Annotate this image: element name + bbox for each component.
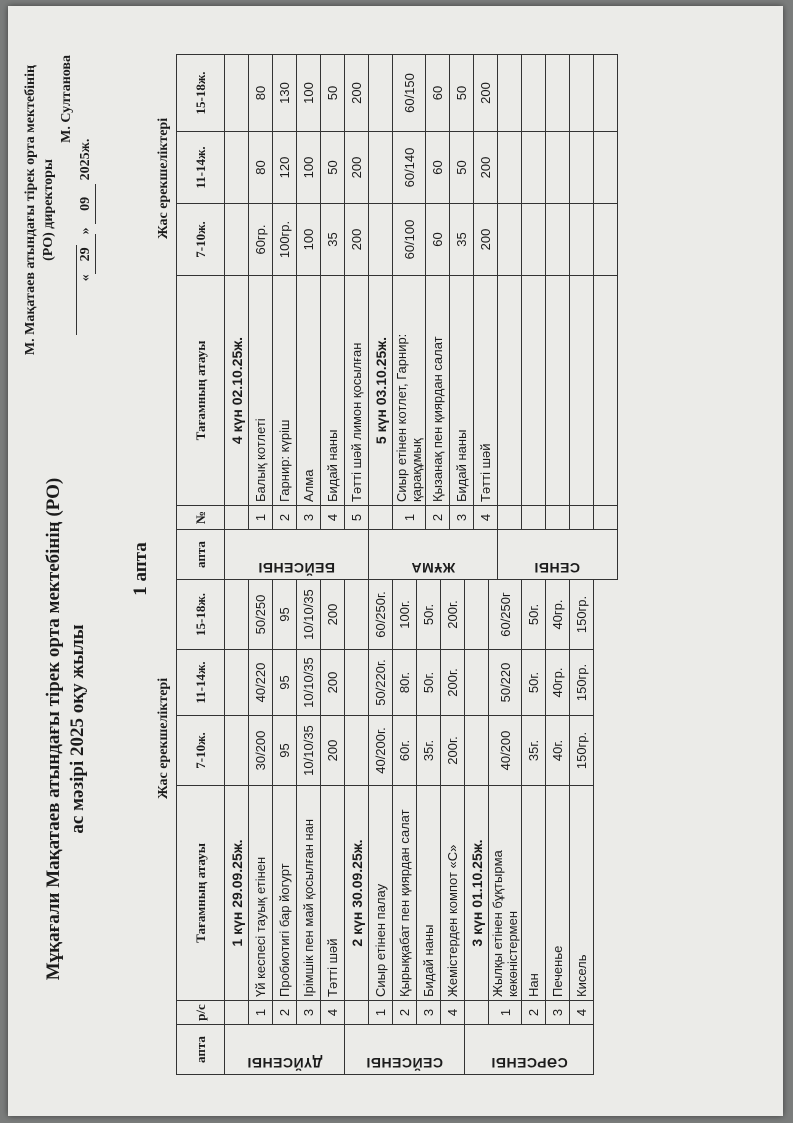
portion-age-3: 60/250г. <box>369 580 393 650</box>
portion-age-3: 50 <box>450 55 474 132</box>
date-prefix: « <box>77 274 93 282</box>
portion-age-1: 35г. <box>522 716 546 786</box>
dish-name: Жылқы етінен бұқтырма көкөністермен <box>489 786 522 1001</box>
portion-age-2: 50/220 <box>489 650 522 716</box>
dish-name: Гарнир: күріш <box>273 276 297 506</box>
portion-age-3: 200г. <box>441 580 465 650</box>
table-row <box>426 55 450 580</box>
dish-name: Қырыққабат пен қиярдан салат <box>393 786 417 1001</box>
empty-cell <box>498 132 522 204</box>
portion-age-3: 10/10/35 <box>297 580 321 650</box>
portion-age-3: 40гр. <box>546 580 570 650</box>
empty-cell <box>594 55 618 132</box>
dish-name: Тәтті шәй лимон қосылған <box>345 276 369 506</box>
day-title <box>498 276 522 506</box>
dish-name: Нан <box>522 786 546 1001</box>
dish-name: Тәтті шәй <box>321 786 345 1001</box>
portion-age-2: 100 <box>297 132 321 204</box>
empty-cell <box>465 1001 489 1025</box>
row-number: 2 <box>393 1001 417 1025</box>
portion-age-1: 35 <box>321 204 345 276</box>
dish-name: Үй кеспесі тауық етінен <box>249 786 273 1001</box>
row-number: 5 <box>345 506 369 530</box>
portion-age-2: 60 <box>426 132 450 204</box>
table-row <box>417 580 441 1075</box>
title-line-2: ас мәзірі 2025 оқу жылы <box>66 624 88 834</box>
col-age-2-r: 11-14ж. <box>177 132 225 204</box>
portion-age-1: 35 <box>450 204 474 276</box>
portion-age-1: 200 <box>474 204 498 276</box>
portion-age-3: 60/250г <box>489 580 522 650</box>
title-line-1: Мұқағали Мақатаев атындағы тірек орта мектебінің (РО) <box>43 477 64 981</box>
empty-cell <box>369 132 393 204</box>
col-name: Тағамның атауы <box>177 786 225 1001</box>
empty-cell <box>522 132 546 204</box>
empty-cell <box>498 55 522 132</box>
empty-cell <box>369 204 393 276</box>
dish-name: Сиыр етінен палау <box>369 786 393 1001</box>
portion-age-1: 200 <box>321 716 345 786</box>
empty-cell <box>225 716 249 786</box>
row-number: 3 <box>450 506 474 530</box>
table-row <box>450 55 474 580</box>
dish-name: Бидай наны <box>417 786 441 1001</box>
empty-cell <box>570 55 594 132</box>
table-row <box>546 580 570 1075</box>
weekday-text: СЕЙСЕНБІ <box>365 1055 444 1071</box>
empty-cell <box>225 55 249 132</box>
day-title-row <box>345 580 369 1075</box>
portion-age-1: 100гр. <box>273 204 297 276</box>
row-number: 2 <box>522 1001 546 1025</box>
dish-name: Бидай наны <box>321 276 345 506</box>
empty-cell <box>345 716 369 786</box>
row-number: 1 <box>393 506 426 530</box>
table-row <box>393 580 417 1075</box>
table-row <box>522 580 546 1075</box>
row-number: 4 <box>570 1001 594 1025</box>
empty-cell <box>546 204 570 276</box>
portion-age-3: 50г. <box>417 580 441 650</box>
portion-age-1: 35г. <box>417 716 441 786</box>
weekday-text: БЕЙСЕНБІ <box>258 560 335 576</box>
portion-age-1: 60 <box>426 204 450 276</box>
empty-cell <box>594 204 618 276</box>
portion-age-1: 100 <box>297 204 321 276</box>
dish-name: Тәтті шәй <box>474 276 498 506</box>
row-number: 4 <box>321 1001 345 1025</box>
col-week-r: апта <box>177 530 225 580</box>
paper-sheet <box>8 6 783 1116</box>
portion-age-2: 95 <box>273 650 297 716</box>
date-year: 2025ж. <box>77 138 93 181</box>
empty-cell <box>546 506 570 530</box>
day-title-row <box>465 580 489 1075</box>
row-number: 3 <box>297 506 321 530</box>
date-month: 09 <box>77 184 96 224</box>
dish-name: Пробиотигі бар йогурт <box>273 786 297 1001</box>
dish-name: Қызанақ пен қиярдан салат <box>426 276 450 506</box>
empty-row <box>594 55 618 580</box>
weekday-text: СӘРСЕНБІ <box>490 1055 568 1071</box>
row-number: 3 <box>297 1001 321 1025</box>
signature-line <box>58 55 76 365</box>
day-title-row <box>225 580 249 1075</box>
empty-row <box>570 55 594 580</box>
table-row <box>441 580 465 1075</box>
empty-cell <box>522 506 546 530</box>
col-age-3-r: 15-18ж. <box>177 55 225 132</box>
portion-age-2: 120 <box>273 132 297 204</box>
weekday-text: ЖҰМА <box>410 560 456 576</box>
portion-age-2: 10/10/35 <box>297 650 321 716</box>
rotated-document <box>12 39 772 1099</box>
portion-age-2: 50 <box>321 132 345 204</box>
portion-age-2: 200 <box>321 650 345 716</box>
col-age-2: 11-14ж. <box>177 650 225 716</box>
age-caption-right: Жас ерекшеліктері <box>156 117 171 239</box>
dish-name: Сиыр етінен котлет, Гарнир: қарақұмық <box>393 276 426 506</box>
table-row <box>489 580 522 1075</box>
day-title-row <box>498 55 522 580</box>
portion-age-2: 80г. <box>393 650 417 716</box>
date-day: 29 <box>77 234 96 274</box>
table-row <box>273 55 297 580</box>
approval-org: М. Мақатаев атындағы тірек орта мектебінің (РО) директоры <box>23 64 57 356</box>
day-title: 5 күн 03.10.25ж. <box>369 276 393 506</box>
day-title-row <box>369 55 393 580</box>
empty-cell <box>498 204 522 276</box>
day-title: 2 күн 30.09.25ж. <box>345 786 369 1001</box>
portion-age-1: 60/100 <box>393 204 426 276</box>
empty-cell <box>225 204 249 276</box>
portion-age-3: 100г. <box>393 580 417 650</box>
portion-age-2: 60/140 <box>393 132 426 204</box>
portion-age-3: 130 <box>273 55 297 132</box>
empty-cell <box>522 55 546 132</box>
empty-cell <box>546 132 570 204</box>
portion-age-2: 200г. <box>441 650 465 716</box>
empty-cell <box>345 1001 369 1025</box>
portion-age-1: 40/200 <box>489 716 522 786</box>
empty-cell <box>465 716 489 786</box>
col-age-1-r: 7-10ж. <box>177 204 225 276</box>
empty-cell <box>345 650 369 716</box>
row-number: 3 <box>417 1001 441 1025</box>
portion-age-1: 10/10/35 <box>297 716 321 786</box>
weekday-label <box>498 530 618 580</box>
portion-age-3: 200 <box>474 55 498 132</box>
empty-cell <box>570 132 594 204</box>
row-number: 1 <box>369 1001 393 1025</box>
empty-cell <box>345 580 369 650</box>
portion-age-2: 40гр. <box>546 650 570 716</box>
weekday-label <box>225 530 369 580</box>
dish-name: Бидай наны <box>450 276 474 506</box>
empty-row <box>522 55 546 580</box>
day-title: 4 күн 02.10.25ж. <box>225 276 249 506</box>
table-row <box>570 580 594 1075</box>
week-title: 1 апта <box>130 542 151 596</box>
portion-age-2: 150гр. <box>570 650 594 716</box>
document-title <box>42 419 90 1039</box>
portion-age-1: 200г. <box>441 716 465 786</box>
portion-age-2: 80 <box>249 132 273 204</box>
portion-age-2: 200 <box>345 132 369 204</box>
col-age-3: 15-18ж. <box>177 580 225 650</box>
table-row <box>249 580 273 1075</box>
row-number: 2 <box>426 506 450 530</box>
empty-cell <box>594 276 618 506</box>
empty-cell <box>465 580 489 650</box>
portion-age-1: 200 <box>345 204 369 276</box>
portion-age-2: 50г. <box>522 650 546 716</box>
row-number: 2 <box>273 506 297 530</box>
empty-cell <box>570 506 594 530</box>
portion-age-3: 60/150 <box>393 55 426 132</box>
table-row <box>345 55 369 580</box>
col-age-1: 7-10ж. <box>177 716 225 786</box>
row-number: 4 <box>474 506 498 530</box>
table-row <box>273 580 297 1075</box>
empty-cell <box>225 580 249 650</box>
dish-name: Печенье <box>546 786 570 1001</box>
portion-age-1: 95 <box>273 716 297 786</box>
empty-cell <box>546 276 570 506</box>
portion-age-1: 150гр. <box>570 716 594 786</box>
row-number: 1 <box>489 1001 522 1025</box>
portion-age-3: 80 <box>249 55 273 132</box>
table-row <box>297 55 321 580</box>
col-num-r: № <box>177 506 225 530</box>
table-row <box>393 55 426 580</box>
signature-name: М. Султанова <box>59 55 75 143</box>
empty-cell <box>225 132 249 204</box>
empty-cell <box>546 55 570 132</box>
empty-cell <box>498 506 522 530</box>
empty-cell <box>570 276 594 506</box>
portion-age-3: 50 <box>321 55 345 132</box>
day-title: 1 күн 29.09.25ж. <box>225 786 249 1001</box>
empty-cell <box>369 55 393 132</box>
portion-age-1: 30/200 <box>249 716 273 786</box>
dish-name: Алма <box>297 276 321 506</box>
row-number: 4 <box>321 506 345 530</box>
portion-age-3: 100 <box>297 55 321 132</box>
portion-age-1: 60гр. <box>249 204 273 276</box>
menu-table-left <box>176 579 594 1075</box>
dish-name: Балық котлеті <box>249 276 273 506</box>
day-title-row <box>225 55 249 580</box>
empty-cell <box>522 204 546 276</box>
row-number: 1 <box>249 506 273 530</box>
portion-age-2: 200 <box>474 132 498 204</box>
dish-name: Жемістерден компот «С» <box>441 786 465 1001</box>
row-number: 4 <box>441 1001 465 1025</box>
empty-cell <box>225 506 249 530</box>
empty-cell <box>594 132 618 204</box>
portion-age-3: 95 <box>273 580 297 650</box>
table-row <box>249 55 273 580</box>
portion-age-3: 50г. <box>522 580 546 650</box>
portion-age-2: 50г. <box>417 650 441 716</box>
table-row <box>321 55 345 580</box>
menu-table-right <box>176 54 618 580</box>
col-name-r: Тағамның атауы <box>177 276 225 506</box>
portion-age-3: 60 <box>426 55 450 132</box>
portion-age-1: 40/200г. <box>369 716 393 786</box>
empty-cell <box>522 276 546 506</box>
table-row <box>369 580 393 1075</box>
day-title: 3 күн 01.10.25ж. <box>465 786 489 1001</box>
portion-age-2: 50/220г. <box>369 650 393 716</box>
empty-row <box>546 55 570 580</box>
table-row <box>474 55 498 580</box>
weekday-label <box>465 1025 594 1075</box>
empty-cell <box>369 506 393 530</box>
row-number: 1 <box>249 1001 273 1025</box>
approval-date: «29» 09 2025ж. <box>77 55 96 365</box>
weekday-label <box>345 1025 465 1075</box>
row-number: 3 <box>546 1001 570 1025</box>
age-caption-left: Жас ерекшеліктері <box>156 677 171 799</box>
dish-name: Кисель <box>570 786 594 1001</box>
col-pc: р/с <box>177 1001 225 1025</box>
dish-name: Ірімшік пен май қосылған нан <box>297 786 321 1001</box>
approval-block <box>22 55 96 365</box>
empty-cell <box>225 650 249 716</box>
signature-blank <box>58 245 76 335</box>
empty-cell <box>465 650 489 716</box>
portion-age-2: 40/220 <box>249 650 273 716</box>
table-row <box>321 580 345 1075</box>
portion-age-3: 200 <box>321 580 345 650</box>
row-number: 2 <box>273 1001 297 1025</box>
portion-age-3: 50/250 <box>249 580 273 650</box>
portion-age-2: 50 <box>450 132 474 204</box>
empty-cell <box>570 204 594 276</box>
weekday-label <box>225 1025 345 1075</box>
portion-age-3: 200 <box>345 55 369 132</box>
empty-cell <box>225 1001 249 1025</box>
weekday-label <box>369 530 498 580</box>
portion-age-3: 150гр. <box>570 580 594 650</box>
empty-cell <box>594 506 618 530</box>
table-row <box>297 580 321 1075</box>
portion-age-1: 40г. <box>546 716 570 786</box>
weekday-text: ДҮЙСЕНБІ <box>246 1055 323 1071</box>
weekday-text: СЕНБІ <box>534 560 581 576</box>
col-week: апта <box>177 1025 225 1075</box>
portion-age-1: 60г. <box>393 716 417 786</box>
